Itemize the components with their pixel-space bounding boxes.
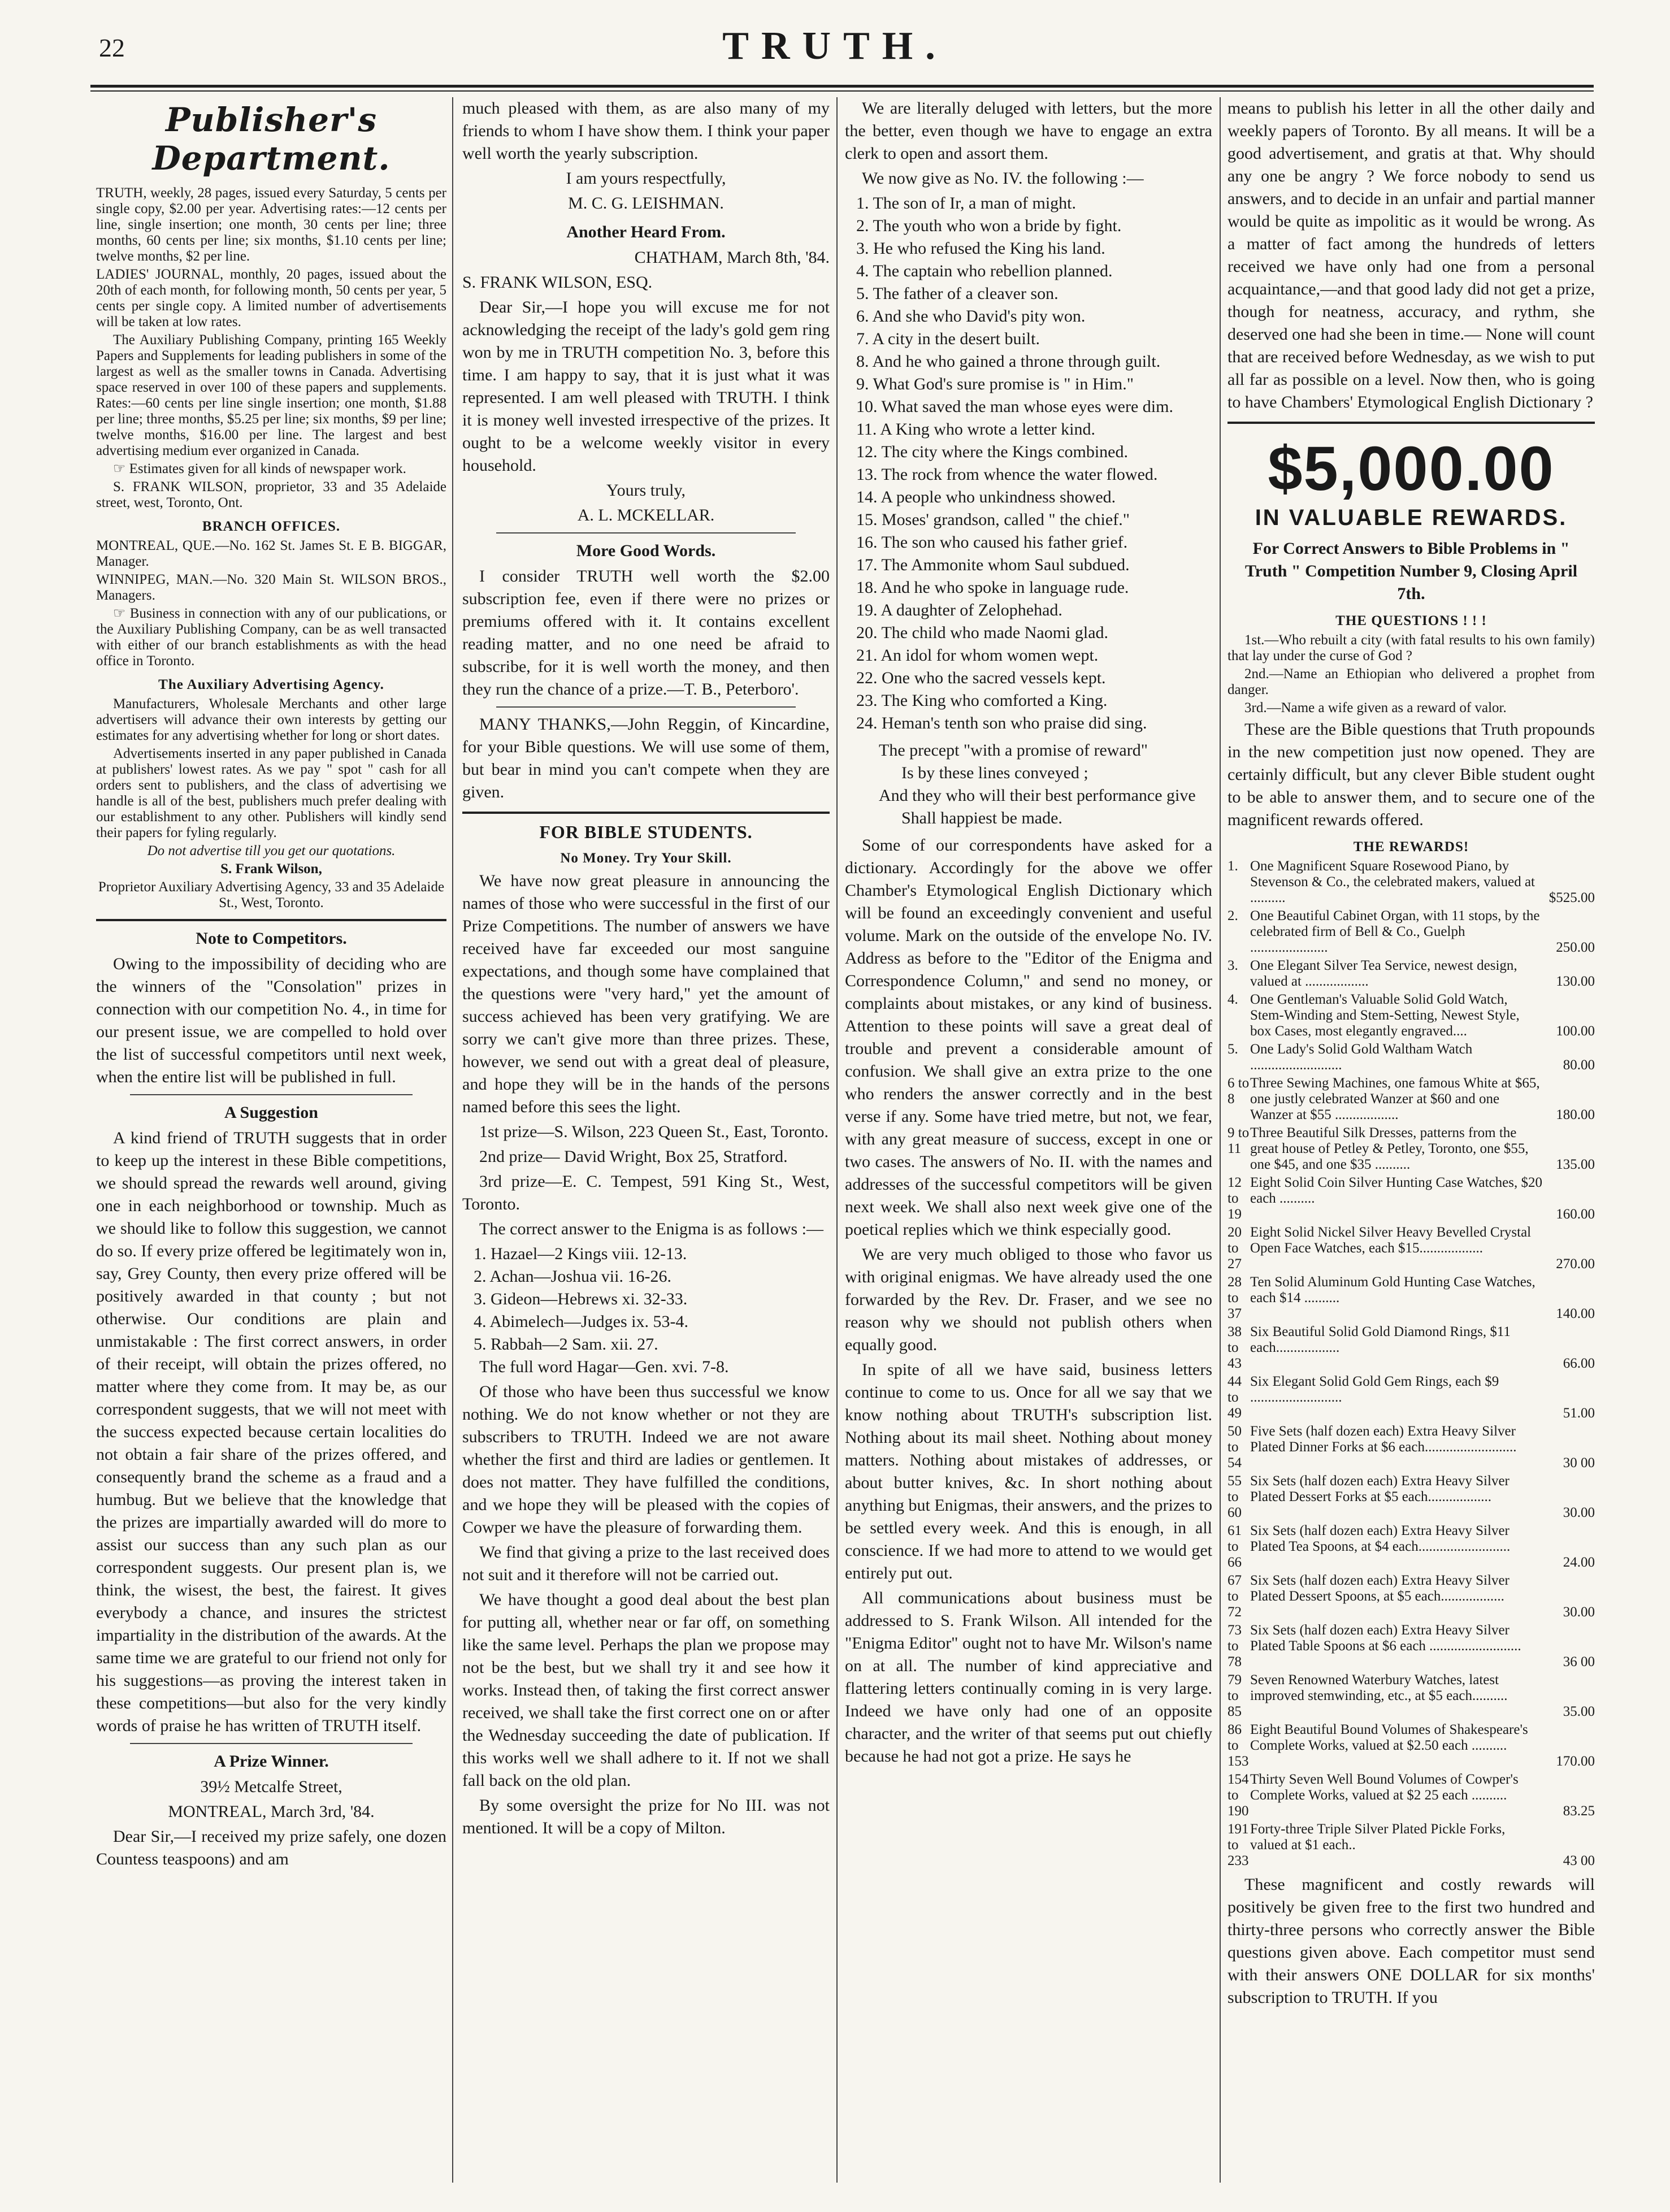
reward-number: 61 to 66 <box>1227 1523 1242 1570</box>
reward-amount: 180.00 <box>1556 1107 1595 1122</box>
reward-row <box>1227 1225 1595 1272</box>
list-item: 22. One who the sacred vessels kept. <box>856 669 1106 687</box>
signature: M. C. G. LEISHMAN. <box>568 194 724 212</box>
reward-number: 79 to 85 <box>1227 1672 1242 1719</box>
heading: A Prize Winner. <box>214 1752 329 1771</box>
list-item: 3. He who refused the King his land. <box>856 239 1105 258</box>
reward-description: Six Sets (half dozen each) Extra Heavy Silver Plated Table Spoons at $6 each .......................... <box>1250 1623 1521 1654</box>
reward-description: Five Sets (half dozen each) Extra Heavy Silver Plated Dinner Forks at $6 each.......................... <box>1250 1424 1517 1455</box>
reward-description: Ten Solid Aluminum Gold Hunting Case Watches, each $14 .......... <box>1250 1274 1535 1305</box>
heading: THE REWARDS! <box>1353 839 1469 855</box>
paragraph: Do not advertise till you get our quotations. <box>147 843 396 858</box>
subheading: No Money. Try Your Skill. <box>560 851 732 866</box>
list-item: 18. And he who spoke in language rude. <box>856 578 1129 597</box>
paragraph: These magnificent and costly rewards will positively be given free to the first two hundred and thirty-three persons who correctly answer the Bible questions given above. Each competitor must send with their answers ONE DOLLAR for six months' subscription to TRUTH. If you <box>1227 1875 1595 2007</box>
paragraph: Owing to the impossibility of deciding who are the winners of the "Consolation" prizes in connection with our competition No. 4., in time for our present issue, we are compelled to hold over the list of successful competitors until next week, when the entire list will be published in full. <box>96 955 446 1086</box>
paragraph: Some of our correspondents have asked for a dictionary. Accordingly for the above we offer Chamber's Etymological English Dictionary which will be found an exceedingly convenient and useful volume. Mark on the outside of the envelope No. IV. Address as before to the "Editor of the Enigma and Correspondence Column," and send no money, or complaints about mistakes, or any kind of business. Attention to these points will save a great deal of trouble and prevent a considerable amount of confusion. We shall give an extra prize to the one who renders the answer correctly and in the best verse if any. Some have tried metre, but not, we fear, with any great measure of success, except in one or two cases. The answers of No. II. with the names and addresses of the successful competitors will be given next week. We shall also next week give one of the poetical replies which we think especially good. <box>845 836 1212 1239</box>
paragraph: All communications about business must be addressed to S. Frank Wilson. All intended for the "Enigma Editor" ought not to have Mr. Wilson's name on at all. The number of kind appreciative and flattering letters continually coming in is very large. Indeed we have only had one of an opposite character, and the writer of that seems put out chiefly because he had not got a prize. He says he <box>845 1589 1212 1766</box>
paragraph: I consider TRUTH well worth the $2.00 subscription fee, even if there were no prizes or premiums offered with it. It contains excellent reading matter, and no one need be afraid to subscribe, for it is well worth the money, and then they run the chance of a prize.—T. B., Peterboro'. <box>462 567 830 699</box>
reward-amount: 24.00 <box>1563 1555 1595 1570</box>
heading: THE QUESTIONS ! ! ! <box>1335 613 1487 628</box>
reward-row <box>1227 1623 1595 1670</box>
competition-line: For Correct Answers to Bible Problems in " Truth " Competition Number 9, Closing April 7th. <box>1244 539 1578 603</box>
paragraph: Advertisements inserted in any paper published in Canada at publishers' lowest rates. As we pay " spot " cash for all orders sent to publishers, and the class of advertising we handle is all of the best, publishers much prefer dealing with our establishment to any other. Publishers will kindly send their papers for fyling regularly. <box>96 746 446 840</box>
reward-amount: 30 00 <box>1563 1455 1595 1471</box>
reward-amount: 51.00 <box>1563 1406 1595 1421</box>
reward-number: 12 to 19 <box>1227 1175 1242 1222</box>
divider <box>96 919 446 921</box>
list-item: 5. Rabbah—2 Sam. xii. 27. <box>474 1335 658 1354</box>
paragraph: Proprietor Auxiliary Advertising Agency, 33 and 35 Adelaide St., West, Toronto. <box>98 879 445 910</box>
reward-number: 4. <box>1227 992 1238 1007</box>
reward-description: Six Beautiful Solid Gold Diamond Rings, $11 each.................. <box>1250 1324 1511 1355</box>
divider <box>496 532 796 534</box>
rewards-list <box>1227 858 1595 1869</box>
list-item: 1. Hazael—2 Kings viii. 12-13. <box>474 1244 687 1263</box>
heading: A Suggestion <box>224 1103 318 1122</box>
list-item: 12. The city where the Kings combined. <box>856 443 1128 461</box>
paragraph: We find that giving a prize to the last received does not suit and it therefore will not be carried out. <box>462 1543 830 1584</box>
reward-number: 55 to 60 <box>1227 1473 1242 1520</box>
paragraph: These are the Bible questions that Truth propounds in the new competition just now opened. They are certainly difficult, but any clever Bible student ought to be able to answer them, and to secure one of the magnificent rewards offered. <box>1227 720 1595 829</box>
reward-amount: 43 00 <box>1563 1853 1595 1868</box>
reward-number: 191 to 233 <box>1227 1821 1249 1868</box>
paragraph: By some oversight the prize for No III. was not mentioned. It will be a copy of Milton. <box>462 1796 830 1837</box>
reward-number: 5. <box>1227 1042 1238 1057</box>
header-rule-thin <box>90 90 1594 92</box>
reward-number: 50 to 54 <box>1227 1424 1242 1471</box>
answer-list <box>462 1243 830 1356</box>
paragraph: Manufacturers, Wholesale Merchants and other large advertisers will advance their own interests by getting our estimates for any advertising whether for long or short dates. <box>96 696 446 743</box>
reward-amount: 160.00 <box>1556 1207 1595 1222</box>
reward-row <box>1227 1672 1595 1720</box>
reward-number: 9 to 11 <box>1227 1125 1250 1156</box>
paragraph: ☞ Estimates given for all kinds of newspaper work. <box>113 461 406 476</box>
paragraph: We are very much obliged to those who favor us with original enigmas. We have already used the one forwarded by the Rev. Dr. Fraser, and we see no reason why we should not publish others when equally good. <box>845 1245 1212 1354</box>
reward-number: 67 to 72 <box>1227 1573 1242 1620</box>
reward-number: 38 to 43 <box>1227 1324 1242 1371</box>
signature: I am yours respectfully, <box>566 169 726 188</box>
list-item: 17. The Ammonite whom Saul subdued. <box>856 556 1130 574</box>
reward-amount: $525.00 <box>1548 890 1595 905</box>
reward-amount: 170.00 <box>1556 1754 1595 1769</box>
question: 2nd.—Name an Ethiopian who delivered a prophet from danger. <box>1227 666 1595 697</box>
column-divider <box>1220 97 1221 2183</box>
reward-description: Eight Solid Nickel Silver Heavy Bevelled Crystal Open Face Watches, each $15.................. <box>1250 1225 1532 1256</box>
reward-row <box>1227 958 1595 990</box>
page-header <box>0 0 1670 96</box>
reward-row <box>1227 1722 1595 1769</box>
reward-amount: 30.00 <box>1563 1604 1595 1620</box>
date-line: CHATHAM, March 8th, '84. <box>634 248 830 267</box>
verse-line: Shall happiest be made. <box>901 809 1062 827</box>
signature: S. Frank Wilson, <box>220 861 322 877</box>
question: 3rd.—Name a wife given as a reward of valor. <box>1244 700 1507 715</box>
list-item: 10. What saved the man whose eyes were dim. <box>856 397 1173 416</box>
list-item: 5. The father of a cleaver son. <box>856 284 1059 303</box>
reward-description: Eight Solid Coin Silver Hunting Case Watches, $20 each .......... <box>1250 1175 1542 1206</box>
list-item: 9. What God's sure promise is " in Him." <box>856 375 1134 393</box>
divider <box>130 1743 413 1744</box>
list-item: 13. The rock from whence the water flowed. <box>856 465 1158 484</box>
paragraph: WINNIPEG, MAN.—No. 320 Main St. WILSON BROS., Managers. <box>96 572 446 603</box>
reward-number: 73 to 78 <box>1227 1623 1242 1669</box>
reward-amount: 66.00 <box>1563 1356 1595 1371</box>
reward-row <box>1227 1523 1595 1571</box>
list-item: 19. A daughter of Zelophehad. <box>856 601 1062 619</box>
reward-description: One Elegant Silver Tea Service, newest design, valued at .................. <box>1250 958 1517 989</box>
column-2 <box>462 97 830 2188</box>
reward-row <box>1227 1374 1595 1421</box>
heading: More Good Words. <box>576 541 716 560</box>
column-divider <box>836 97 838 2183</box>
list-item: 14. A people who unkindness showed. <box>856 488 1116 506</box>
reward-row <box>1227 992 1595 1039</box>
reward-description: Six Sets (half dozen each) Extra Heavy Silver Plated Tea Spoons, at $4 each.......................... <box>1250 1523 1511 1554</box>
paragraph: 2nd prize— David Wright, Box 25, Stratford. <box>479 1147 788 1166</box>
list-item: 1. The son of Ir, a man of might. <box>856 194 1077 212</box>
paragraph: MANY THANKS,—John Reggin, of Kincardine, for your Bible questions. We will use some of them, but bear in mind you can't compete when they are given. <box>462 715 830 801</box>
reward-number: 154 to 190 <box>1227 1772 1249 1819</box>
paragraph: 3rd prize—E. C. Tempest, 591 King St., West, Toronto. <box>462 1172 830 1213</box>
reward-number: 3. <box>1227 958 1238 973</box>
reward-row <box>1227 1075 1595 1123</box>
reward-number: 86 to 153 <box>1227 1722 1249 1769</box>
reward-description: Three Beautiful Silk Dresses, patterns from the great house of Petley & Petley, Toronto, one $55, one $45, and one $35 .......... <box>1250 1125 1529 1172</box>
paragraph: TRUTH, weekly, 28 pages, issued every Saturday, 5 cents per single copy, $2.00 per year. Advertising rates:—12 cents per line, single insertion; one month, 30 cents per line; three months, 60 cents per line; six months, $1.10 cents per line; twelve months, $2 per line. <box>96 185 446 264</box>
reward-amount: 135.00 <box>1556 1157 1595 1172</box>
reward-number: 28 to 37 <box>1227 1274 1242 1321</box>
reward-row <box>1227 1042 1595 1073</box>
column-1 <box>96 97 446 2188</box>
list-item: 16. The son who caused his father grief. <box>856 533 1128 552</box>
reward-row <box>1227 1424 1595 1471</box>
list-item: 3. Gideon—Hebrews xi. 32-33. <box>474 1290 688 1308</box>
paragraph: LADIES' JOURNAL, monthly, 20 pages, issued about the 20th of each month, for following month, 50 cents per year, 5 cents per single copy. A limited number of advertisements will be taken at low rates. <box>96 267 446 329</box>
reward-row <box>1227 1473 1595 1521</box>
reward-banner: $5,000.00 <box>1268 434 1555 504</box>
heading: Another Heard From. <box>566 223 726 241</box>
divider <box>130 1094 413 1095</box>
reward-amount: 83.25 <box>1563 1803 1595 1819</box>
reward-row <box>1227 908 1595 956</box>
paragraph: Dear Sir,—I received my prize safely, one dozen Countess teaspoons) and am <box>96 1827 446 1868</box>
paragraph: We have now great pleasure in announcing the names of those who were successful in the first of our Prize Competitions. The number of answers we have received have far exceeded our most sanguine expectations, and though some have complained that the questions were "very hard," yet the amount of success achieved has been very gratifying. We are sorry we can't give more than three prizes. These, however, we send out with a great deal of pleasure, and hope they will be in the hands of the persons named before this sees the light. <box>462 871 830 1116</box>
paragraph: Of those who have been thus successful we know nothing. We do not know whether or not they are subscribers to TRUTH. Indeed we are not aware whether the first and third are ladies or gentlemen. It does not matter. They have fulfilled the conditions, and we hope they will be pleased with the copies of Cowper we have the pleasure of forwarding them. <box>462 1382 830 1537</box>
paragraph: We now give as No. IV. the following :— <box>862 169 1144 188</box>
list-item: 21. An idol for whom women wept. <box>856 646 1099 665</box>
verse <box>845 739 1212 830</box>
reward-amount: 250.00 <box>1556 940 1595 955</box>
paragraph: The Auxiliary Publishing Company, printing 165 Weekly Papers and Supplements for leading publishers in some of the largest as well as the smaller towns in Canada. Advertising space reserved in over 100 of these papers and supplements. Rates:—60 cents per line single insertion; one month, $1.88 per line; three months, $5.25 per line; six months, $9 per line; twelve months, $16.00 per line. The largest and best advertising medium ever organized in Canada. <box>96 332 446 458</box>
paragraph: means to publish his letter in all the other daily and weekly papers of Toronto. By all means. It will be a good advertisement, and gratis at that. Why should any one be angry ? We force nobody to send us answers, and to decide in an unfair and partial manner would be quite as impolitic as it would be wrong. As a matter of fact among the hundreds of letters received we have only had one from a personal acquaintance,—and that good lady did not get a prize, though for neatness, accuracy, and rythm, she deserved one had she been in time.— None will count that are received before Wednesday, as we wish to put all far as possible on a level. Now then, who is going to have Chambers' Etymological English Dictionary ? <box>1227 99 1595 411</box>
paragraph: much pleased with them, as are also many of my friends to whom I have show them. I think your paper well worth the yearly subscription. <box>462 99 830 163</box>
divider <box>462 812 830 814</box>
reward-row <box>1227 1821 1595 1869</box>
header-rule <box>90 85 1594 88</box>
salutation: S. FRANK WILSON, ESQ. <box>462 273 653 292</box>
reward-row <box>1227 1175 1595 1222</box>
divider <box>496 706 796 708</box>
reward-description: One Lady's Solid Gold Waltham Watch .......................... <box>1250 1042 1473 1073</box>
reward-number: 20 to 27 <box>1227 1225 1242 1272</box>
enigma-list <box>845 192 1212 735</box>
list-item: 2. Achan—Joshua vii. 16-26. <box>474 1267 671 1286</box>
verse-line: Is by these lines conveyed ; <box>901 764 1088 782</box>
reward-row <box>1227 858 1595 906</box>
divider <box>1227 422 1595 424</box>
address: 39½ Metcalfe Street, <box>200 1777 342 1796</box>
section-title: Publisher's Department. <box>152 101 391 177</box>
list-item: 20. The child who made Naomi glad. <box>856 623 1109 642</box>
reward-description: Seven Renowned Waterbury Watches, latest improved stemwinding, etc., at $5 each.......... <box>1250 1672 1508 1703</box>
reward-description: Three Sewing Machines, one famous White at $65, one justly celebrated Wanzer at $60 and one Wanzer at $55 .................. <box>1250 1075 1540 1122</box>
list-item: 24. Heman's tenth son who praise did sing. <box>856 714 1147 732</box>
paragraph: MONTREAL, QUE.—No. 162 St. James St. E B. BIGGAR, Manager. <box>96 538 446 569</box>
reward-description: Six Sets (half dozen each) Extra Heavy Silver Plated Dessert Spoons, at $5 each.................. <box>1250 1573 1509 1604</box>
reward-row <box>1227 1772 1595 1819</box>
heading: Note to Competitors. <box>196 929 347 948</box>
heading: BRANCH OFFICES. <box>202 519 341 534</box>
reward-amount: 36 00 <box>1563 1654 1595 1669</box>
signature: A. L. MCKELLAR. <box>577 506 715 524</box>
reward-amount: 130.00 <box>1556 974 1595 989</box>
column-4 <box>1227 97 1595 2188</box>
reward-description: Forty-three Triple Silver Plated Pickle Forks, valued at $1 each.. <box>1250 1821 1506 1853</box>
list-item: 8. And he who gained a throne through guilt. <box>856 352 1161 371</box>
list-item: 11. A King who wrote a letter kind. <box>856 420 1095 439</box>
reward-amount: 35.00 <box>1563 1704 1595 1719</box>
paragraph: Dear Sir,—I hope you will excuse me for not acknowledging the receipt of the lady's gold gem ring won by me in TRUTH competition No. 3, before this time. I am happy to say, that it is just what it was represented. I am well pleased with TRUTH. I think it is money well invested irrespective of the prizes. It ought to be a welcome weekly visitor in every household. <box>462 298 830 475</box>
paragraph: A kind friend of TRUTH suggests that in order to keep up the interest in these Bible competitions, we should spread the rewards well around, giving one in each neighborhood or township. Much as we should like to follow this suggestion, we cannot do so. If every prize offered be legitimately won in, say, Grey County, then every prize offered will be positively awarded in that county ; but not otherwise. Our conditions are plain and unmistakable : The first correct answers, in order of their receipt, will obtain the prizes offered, no matter where they come from. It may be, as our correspondent suggests, that we will not meet with the success expected because certain localities do not obtain a fair share of the prizes offered, and consequently brand the scheme as a fraud and a humbug. But we believe that the knowledge that the prizes are impartially awarded will do more to assist our success than any such plan as our correspondent suggests. Our present plan is, we think, the wisest, the best, the fairest. It gives everybody a chance, and insures the strictest impartiality in the distribution of the awards. At the same time we are grateful to our friend not only for his suggestions—as proving the interest taken in these competitions—but also for the very kindly words of praise he has written of TRUTH itself. <box>96 1129 446 1735</box>
reward-description: Eight Beautiful Bound Volumes of Shakespeare's Complete Works, valued at $2.50 each .......... <box>1250 1722 1528 1753</box>
paragraph: ☞ Business in connection with any of our publications, or the Auxiliary Publishing Company, can be as well transacted with either of our branch establishments as with the head office in Toronto. <box>96 606 446 669</box>
column-3 <box>845 97 1212 2188</box>
paragraph: The correct answer to the Enigma is as follows :— <box>479 1220 823 1238</box>
reward-number: 2. <box>1227 908 1238 923</box>
reward-number: 44 to 49 <box>1227 1374 1242 1421</box>
reward-description: One Magnificent Square Rosewood Piano, by Stevenson & Co., the celebrated makers, valued at .......... <box>1250 858 1535 905</box>
reward-description: Six Sets (half dozen each) Extra Heavy Silver Plated Dessert Forks at $5 each.................. <box>1250 1473 1509 1504</box>
reward-number: 6 to 8 <box>1227 1075 1250 1107</box>
paragraph: 1st prize—S. Wilson, 223 Queen St., East, Toronto. <box>479 1122 829 1141</box>
paragraph: The full word Hagar—Gen. xvi. 7-8. <box>479 1357 729 1376</box>
list-item: 6. And she who David's pity won. <box>856 307 1086 326</box>
list-item: 4. Abimelech—Judges ix. 53-4. <box>474 1312 688 1331</box>
list-item: 4. The captain who rebellion planned. <box>856 262 1113 280</box>
reward-row <box>1227 1324 1595 1372</box>
page-number: 22 <box>99 33 125 62</box>
reward-amount: 270.00 <box>1556 1256 1595 1272</box>
reward-amount: 80.00 <box>1563 1057 1595 1073</box>
date-line: MONTREAL, March 3rd, '84. <box>168 1802 375 1821</box>
signature: Yours truly, <box>606 481 686 500</box>
reward-description: One Gentleman's Valuable Solid Gold Watch, Stem-Winding and Stem-Setting, Newest Style, box Cases, most elegantly engraved.... <box>1250 992 1520 1039</box>
reward-subtitle: IN VALUABLE REWARDS. <box>1255 505 1568 530</box>
heading: FOR BIBLE STUDENTS. <box>539 822 753 842</box>
verse-line: The precept "with a promise of reward" <box>879 741 1148 760</box>
paragraph: In spite of all we have said, business letters continue to come to us. Once for all we say that we know nothing about TRUTH's subscription list. Nothing about its mail sheet. Nothing about money matters. Nothing about mistakes of addresses, or about butter knives, &c. In short nothing about anything but Enigmas, their answers, and the prizes to be settled every week. And this is enough, in all conscience. If we had more to attend to we would get entirely put out. <box>845 1360 1212 1582</box>
reward-number: 1. <box>1227 858 1238 874</box>
reward-row <box>1227 1274 1595 1322</box>
reward-row <box>1227 1125 1595 1173</box>
heading: The Auxiliary Advertising Agency. <box>158 677 384 692</box>
question: 1st.—Who rebuilt a city (with fatal results to his own family) that lay under the curse of God ? <box>1227 632 1595 663</box>
reward-row <box>1227 1573 1595 1620</box>
list-item: 23. The King who comforted a King. <box>856 691 1108 710</box>
list-item: 2. The youth who won a bride by fight. <box>856 216 1122 235</box>
list-item: 15. Moses' grandson, called " the chief." <box>856 510 1130 529</box>
paragraph: S. FRANK WILSON, proprietor, 33 and 35 Adelaide street, west, Toronto, Ont. <box>96 479 446 510</box>
verse-line: And they who will their best performance give <box>879 786 1196 805</box>
reward-amount: 140.00 <box>1556 1306 1595 1321</box>
masthead: TRUTH. <box>722 24 948 68</box>
reward-description: Thirty Seven Well Bound Volumes of Cowper's Complete Works, valued at $2 25 each .......... <box>1250 1772 1519 1803</box>
paragraph: We are literally deluged with letters, but the more the better, even though we have to engage an extra clerk to open and assort them. <box>845 99 1212 163</box>
list-item: 7. A city in the desert built. <box>856 329 1040 348</box>
column-divider <box>452 97 453 2183</box>
reward-description: Six Elegant Solid Gold Gem Rings, each $9 .......................... <box>1250 1374 1499 1405</box>
paragraph: We have thought a good deal about the best plan for putting all, whether near or far off, on something like the same level. Perhaps the plan we propose may not be the best, but we shall try it and see how it works. Instead then, of taking the first correct answer received, we shall take the first correct one on or after the Wednesday succeeding the date of publication. If this works well we shall adhere to it. If not we shall fall back on the old plan. <box>462 1590 830 1790</box>
reward-amount: 100.00 <box>1556 1023 1595 1039</box>
reward-amount: 30.00 <box>1563 1505 1595 1520</box>
reward-description: One Beautiful Cabinet Organ, with 11 stops, by the celebrated firm of Bell & Co., Guelph ...................... <box>1250 908 1540 955</box>
